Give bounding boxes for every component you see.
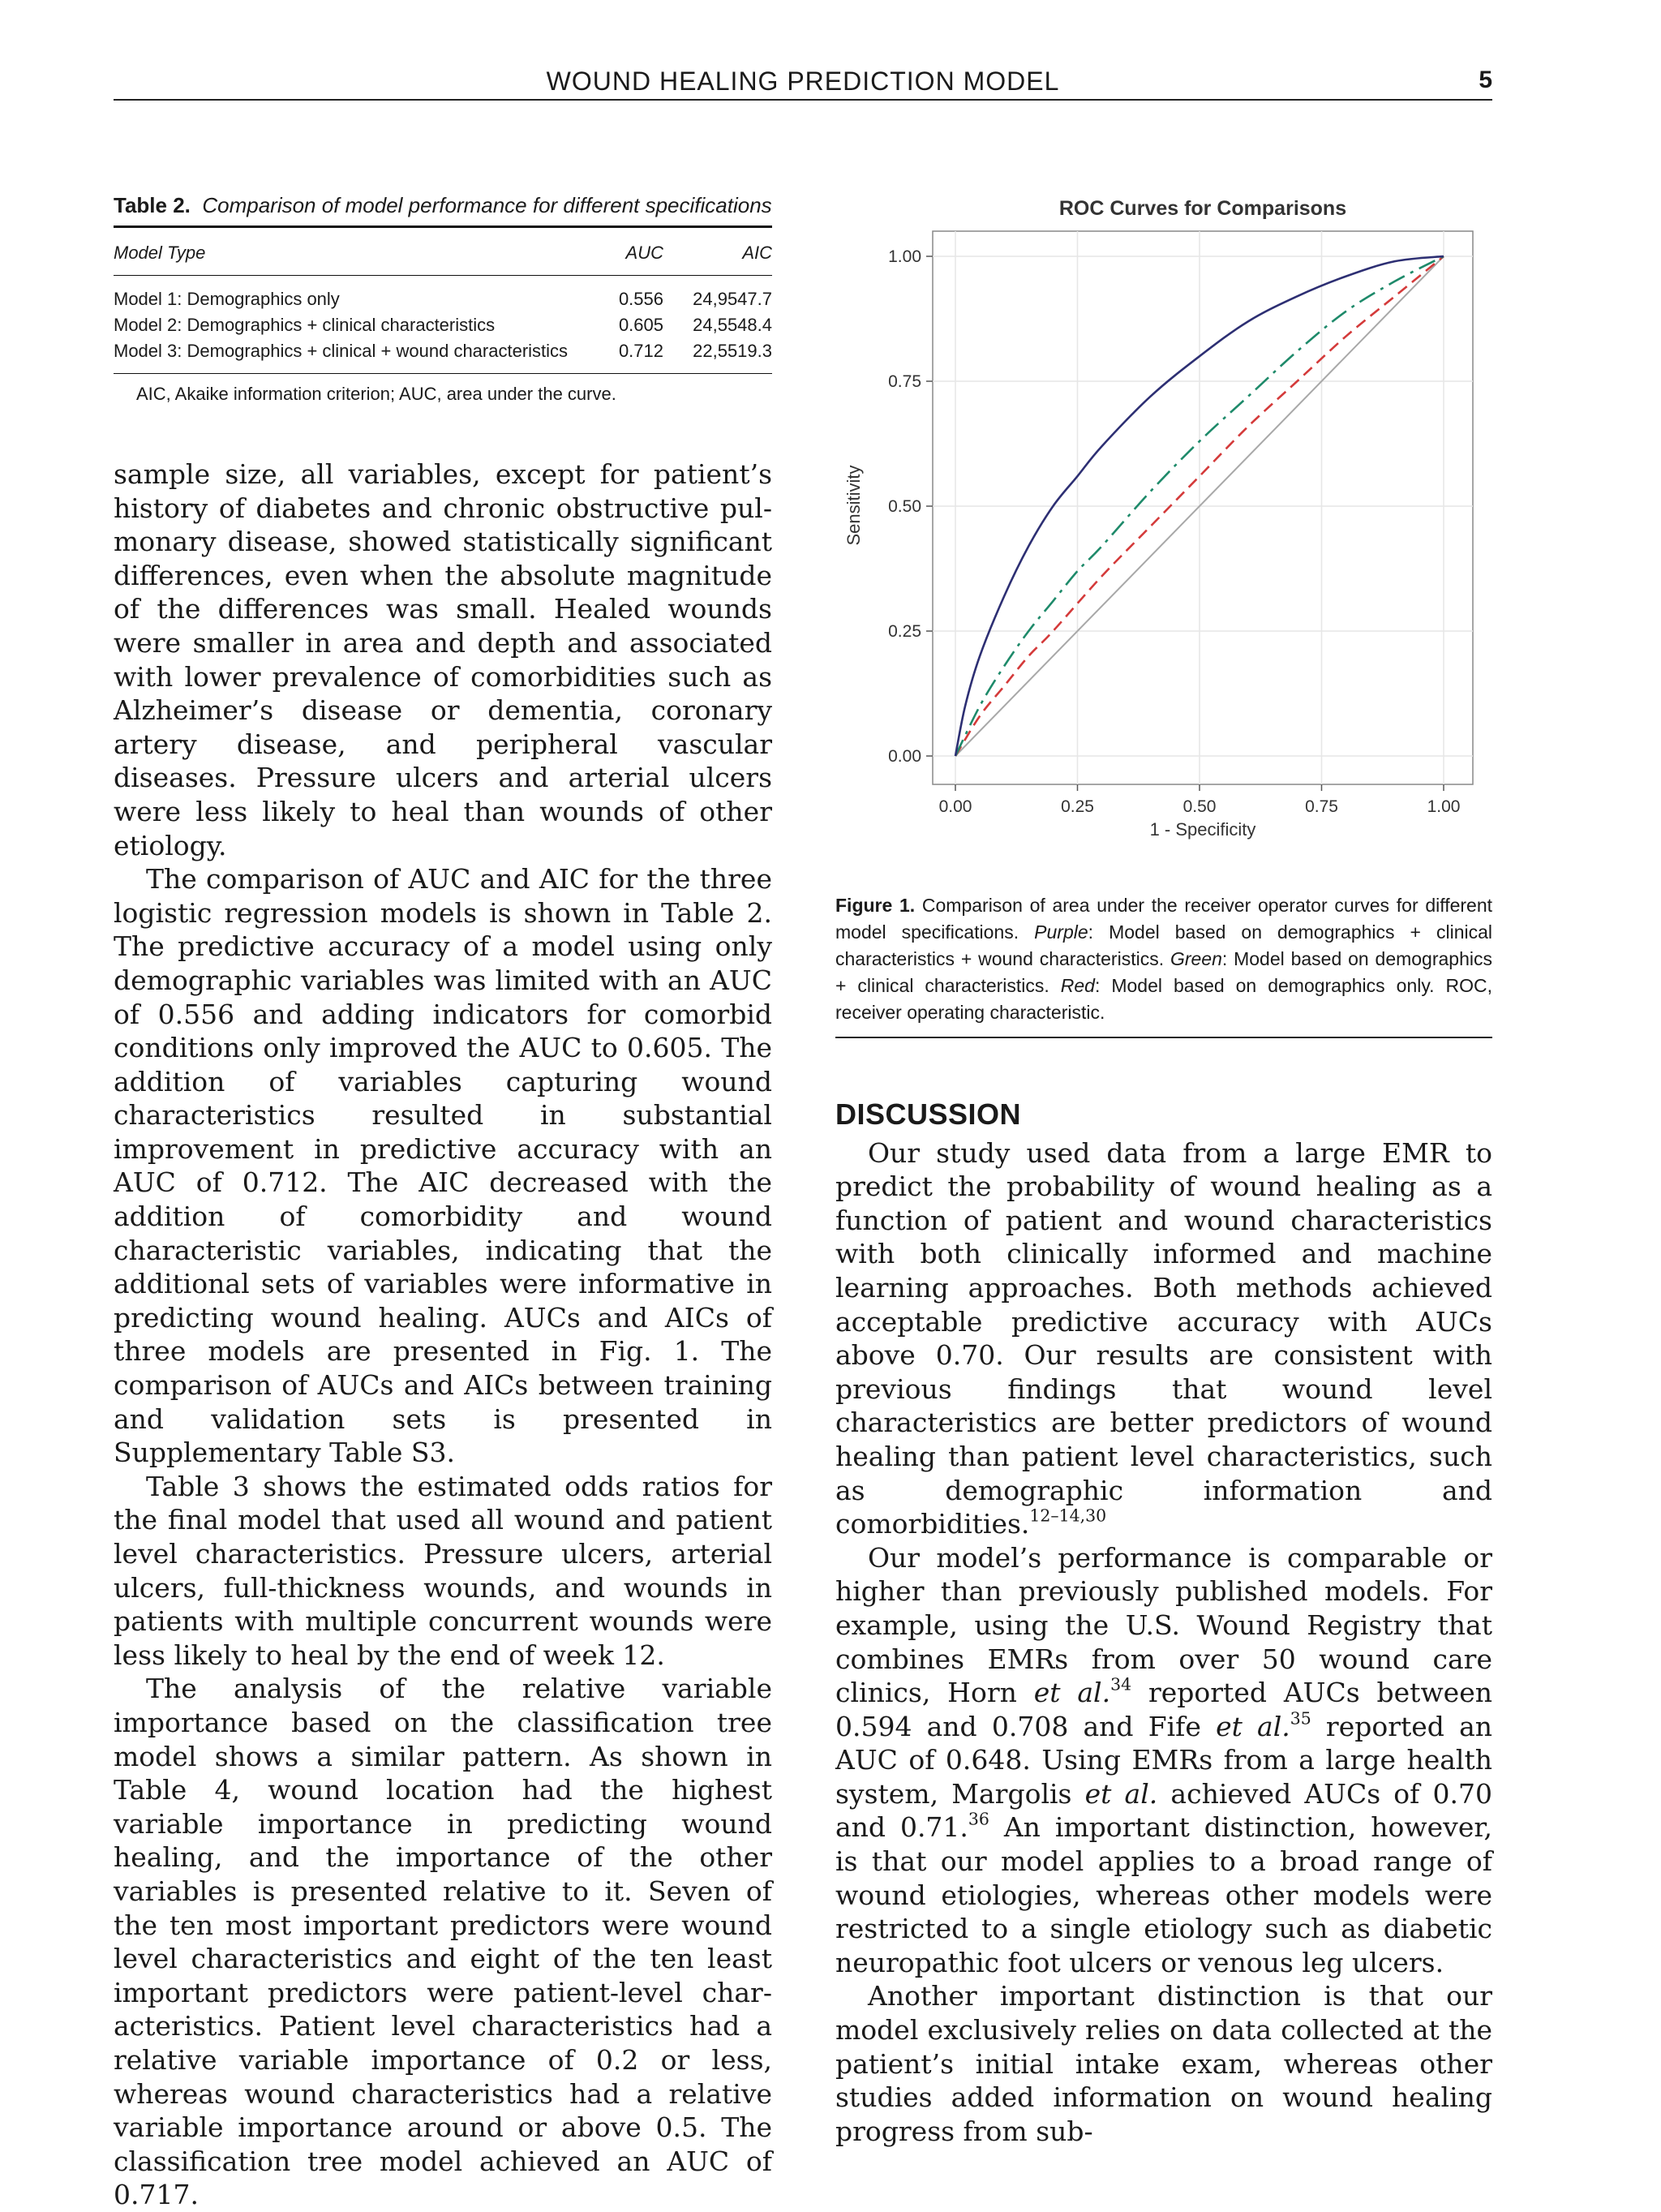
performance-table — [114, 225, 772, 374]
running-head — [114, 67, 1492, 101]
model-type-cell: Model 1: Demographics only — [114, 289, 340, 309]
x-tick-label: 0.25 — [1061, 797, 1094, 816]
et-al: et al. — [1084, 1777, 1158, 1810]
caption-purple-text: : Model based on demographics + clinical characteristics + wound characteristics. — [835, 921, 1493, 969]
x-axis-label: 1 - Specificity — [1149, 819, 1256, 840]
caption-green-label: Green — [1170, 948, 1222, 969]
x-tick-label: 0.00 — [938, 797, 972, 816]
aic-cell: 24,5548.4 — [693, 315, 772, 335]
table-footnote: AIC, Akaike information criterion; AUC, area under the curve. — [136, 384, 616, 404]
paragraph: Table 3 shows the estimated odds ratios for the final model that used all wound and patient level characteristics. Pressure ulcers, arterial ulcers, full-thickness wounds, and wounds in patients with multiple concurrent wounds were less likely to heal by the end of week 12. — [114, 1470, 772, 1671]
roc-chart — [811, 187, 1509, 852]
paragraph-text: achieved AUCs of 0.70 and 0.71. — [835, 1777, 1492, 1844]
right-column-text — [835, 1097, 1492, 2148]
auc-cell: 0.556 — [618, 289, 663, 309]
paragraph — [835, 1136, 1492, 1541]
y-tick-label: 0.00 — [888, 747, 921, 766]
citation: 35 — [1290, 1708, 1311, 1729]
table-row — [114, 312, 772, 338]
table-header-row — [114, 227, 772, 276]
et-al: et al. — [1216, 1710, 1290, 1742]
paragraph: sample size, all variables, except for patient’s history of diabetes and chronic obstructive pulmonary disease, showed statistically significant differences, even when the absolute magnitude of the differences was small. Healed wounds were smaller in area and depth and associated with lower prevalence of comorbidities such as Alzheimer’s disease or dementia, coronary artery disease, and peripheral vascular diseases. Pressure ulcers and arterial ulcers were less likely to heal than wounds of other etiology. — [114, 458, 772, 861]
y-tick-label: 0.50 — [888, 497, 921, 516]
section-heading-discussion: DISCUSSION — [835, 1097, 1022, 1131]
paragraph: The analysis of the relative variable importance based on the classification tree model shows a similar pattern. As shown in Table 4, wound location had the highest variable importance in predicting wound healing, and the importance of the other variables is presented relative to it. Seven of the ten most important predictors were wound level characteristics and eight of the ten least important predictors were patient-level characteristics. Patient level characteristics had a relative variable importance of 0.2 or less, whereas wound characteristics had a relative variable importance around or above 0.5. The classification tree model achieved an AUC of 0.717. — [114, 1673, 772, 2211]
table-row — [114, 338, 772, 374]
table-title: Comparison of model performance for different specifications — [202, 193, 772, 217]
et-al: et al. — [1033, 1677, 1111, 1709]
y-tick-label: 0.25 — [888, 622, 921, 641]
figure-caption — [835, 892, 1492, 1026]
x-tick-label: 1.00 — [1427, 797, 1461, 816]
paragraph-text: reported an AUC of 0.648. Using EMRs from a large health system, Margolis — [835, 1710, 1492, 1810]
paragraph-text: An important distinction, however, is that our model applies to a broad range of wound etiologies, whereas other models were restricted to a single etiology such as diabetic neuropathic foot ulcers or venous leg ulcers. — [835, 1811, 1492, 1978]
figure-label: Figure 1. — [835, 895, 916, 916]
column-header-aic: AIC — [663, 227, 772, 276]
aic-cell: 24,9547.7 — [693, 289, 772, 309]
column-header-model-type: Model Type — [114, 227, 615, 276]
caption-purple-label: Purple — [1034, 921, 1088, 943]
caption-red-text: : Model based on demographics only. ROC, receiver operating characteristic. — [835, 975, 1493, 1023]
citation: 12–14,30 — [1029, 1505, 1107, 1526]
x-tick-label: 0.50 — [1182, 797, 1217, 816]
model-type-cell: Model 3: Demographics + clinical + wound characteristics — [114, 338, 615, 374]
caption-red-label: Red — [1060, 975, 1095, 996]
caption-green-text: : Model based on demographics + clinical characteristics. — [835, 948, 1492, 996]
y-axis-label: Sensitivity — [843, 465, 864, 546]
table-label: Table 2. — [114, 193, 191, 217]
left-column-text — [114, 457, 772, 2212]
plot-area — [933, 231, 1473, 784]
y-tick-label: 0.75 — [888, 372, 921, 391]
paragraph-text: Our study used data from a large EMR to predict the probability of wound healing as a function of patient and wound characteristics with both clinically informed and machine learning approaches. Both methods achieved acceptable predictive accuracy with AUCs above 0.70. Our results are consistent with previous findings that wound level characteristics are better predictors of wound healing than patient level characteristics, such as demographic information and comorbidities. — [835, 1136, 1492, 1540]
caption-intro: Comparison of area under the receiver operator curves for different model specifications. — [835, 895, 1493, 943]
chart-title: ROC Curves for Comparisons — [1058, 197, 1347, 220]
paragraph-text: Our model’s performance is comparable or higher than previously published models. For example, using the U.S. Wound Registry that combines EMRs from over 50 wound care clinics, Horn — [835, 1541, 1492, 1709]
figure-divider — [835, 1037, 1492, 1038]
x-tick-label: 0.75 — [1305, 797, 1338, 816]
auc-cell: 0.605 — [618, 315, 663, 335]
citation: 36 — [968, 1810, 989, 1830]
model-type-cell: Model 2: Demographics + clinical characteristics — [114, 315, 496, 335]
table-2 — [114, 191, 772, 405]
paragraph: Another important distinction is that our model exclusively relies on data collected at the patient’s initial intake exam, whereas other studies added information on wound healing progress from sub- — [835, 1980, 1492, 2147]
y-tick-label: 1.00 — [888, 247, 921, 266]
table-row — [114, 276, 772, 313]
page-number: 5 — [1479, 67, 1492, 93]
paragraph: The comparison of AUC and AIC for the three logistic regression models is shown in Table 2. The predictive accuracy of a model using only demographic variables was limited with an AUC of 0.556 and adding indicators for comorbid conditions only improved the AUC to 0.605. The addition of variables capturing wound characteristics resulted in substantial improvement in predictive accuracy with an AUC of 0.712. The AIC decreased with the addition of comorbidity and wound characteristic variables, indicating that the additional sets of variables were informative in predicting wound healing. AUCs and AICs of three models are presented in Fig. 1. The comparison of AUCs and AICs between training and validation sets is presented in Supplementary Table S3. — [114, 863, 772, 1469]
running-title: WOUND HEALING PREDICTION MODEL — [546, 67, 1060, 96]
paragraph — [835, 1541, 1492, 1980]
column-header-auc: AUC — [615, 227, 663, 276]
table-caption — [114, 191, 772, 219]
figure-1 — [811, 187, 1509, 852]
paragraph-text: reported AUCs between 0.594 and 0.708 and Fife — [835, 1677, 1492, 1742]
aic-cell: 22,5519.3 — [663, 338, 772, 374]
auc-cell: 0.712 — [615, 338, 663, 374]
citation: 34 — [1110, 1674, 1132, 1694]
